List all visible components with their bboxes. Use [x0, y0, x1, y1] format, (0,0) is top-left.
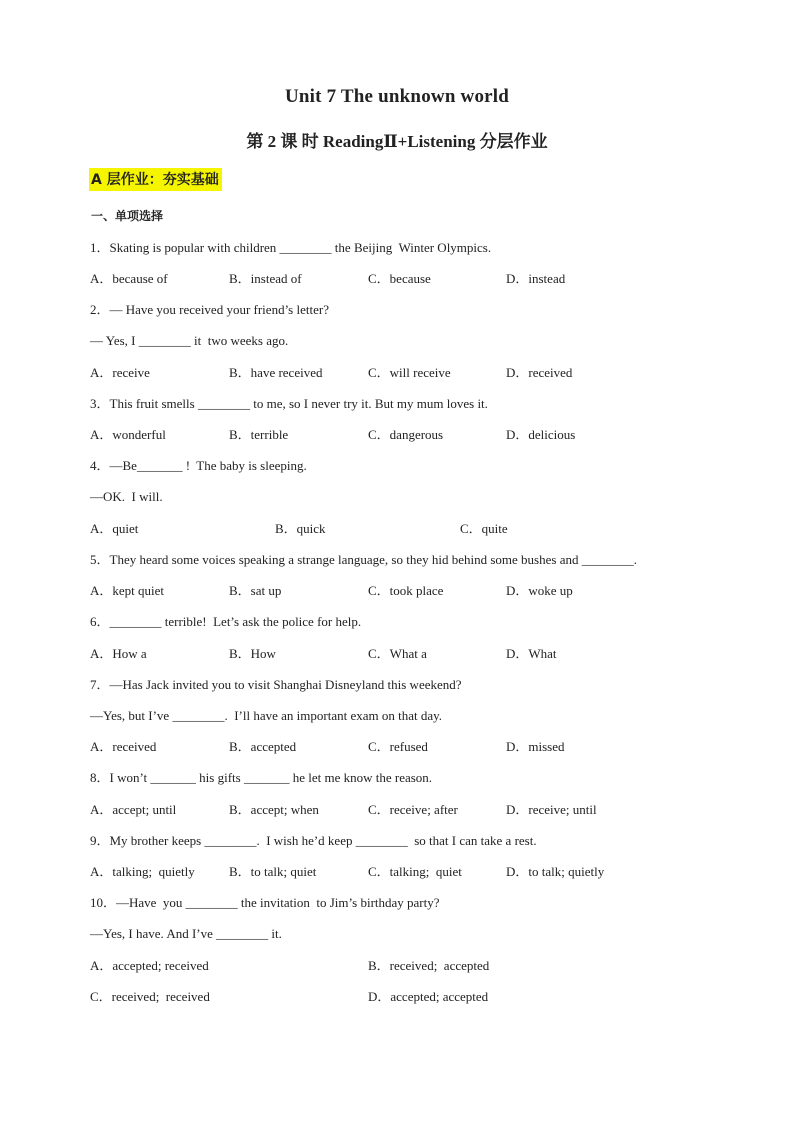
- option-c: C．talking; quiet: [368, 864, 462, 879]
- option-a: A．How a: [90, 646, 147, 661]
- option-d: D．missed: [506, 739, 565, 754]
- option-b: B．to talk; quiet: [229, 864, 317, 879]
- option-a: A．accept; until: [90, 802, 177, 817]
- option-c: C．What a: [368, 646, 427, 661]
- option-d: D．delicious: [506, 427, 576, 442]
- option-d: D．woke up: [506, 583, 573, 598]
- option-a: A．talking; quietly: [90, 864, 195, 879]
- option-c: C．refused: [368, 739, 428, 754]
- option-b: B．instead of: [229, 271, 302, 286]
- question-stem: — Yes, I ________ it two weeks ago.: [90, 333, 289, 348]
- question-stem: 1．Skating is popular with children ________ the Beijing Winter Olympics.: [90, 240, 492, 255]
- option-d: D．receive; until: [506, 802, 597, 817]
- question-stem: 8．I won’t _______ his gifts _______ he let me know the reason.: [90, 770, 433, 785]
- lesson-subtitle: 第 2 课 时 ReadingⅡ+Listening 分层作业: [246, 132, 548, 151]
- question-stem: 6．________ terrible! Let’s ask the police for help.: [90, 614, 362, 629]
- question-stem: —Yes, I have. And I’ve ________ it.: [90, 926, 282, 941]
- option-c: C．quite: [460, 521, 508, 536]
- option-a: A．accepted; received: [90, 958, 209, 973]
- option-c: C．because: [368, 271, 431, 286]
- section-heading: 一、单项选择: [91, 209, 164, 223]
- option-a: A．kept quiet: [90, 583, 165, 598]
- page-title: Unit 7 The unknown world: [284, 86, 510, 107]
- question-stem: 2．— Have you received your friend’s letter?: [90, 302, 329, 317]
- option-d: D．accepted; accepted: [368, 989, 489, 1004]
- question-stem: 10．—Have you ________ the invitation to Jim’s birthday party?: [90, 895, 440, 910]
- option-c: C．received; received: [90, 989, 210, 1004]
- option-b: B．received; accepted: [368, 958, 490, 973]
- option-d: D．instead: [506, 271, 566, 286]
- option-b: B．accept; when: [229, 802, 319, 817]
- option-a: A．receive: [90, 365, 150, 380]
- option-d: D．to talk; quietly: [506, 864, 605, 879]
- question-stem: 9．My brother keeps ________. I wish he’d keep ________ so that I can take a rest.: [90, 833, 537, 848]
- option-b: B．terrible: [229, 427, 289, 442]
- option-a: A．wonderful: [90, 427, 166, 442]
- option-c: C．will receive: [368, 365, 451, 380]
- question-stem: 3．This fruit smells ________ to me, so I never try it. But my mum loves it.: [90, 396, 488, 411]
- option-c: C．receive; after: [368, 802, 458, 817]
- question-stem: 5．They heard some voices speaking a strange language, so they hid behind some bushes and ________.: [90, 552, 637, 567]
- option-b: B．sat up: [229, 583, 282, 598]
- option-b: B．quick: [275, 521, 326, 536]
- question-stem: —OK. I will.: [90, 489, 163, 504]
- option-d: D．What: [506, 646, 557, 661]
- option-b: B．How: [229, 646, 276, 661]
- question-stem: —Yes, but I’ve ________. I’ll have an important exam on that day.: [90, 708, 443, 723]
- option-c: C．dangerous: [368, 427, 444, 442]
- section-badge: A 层作业：夯实基础: [89, 168, 222, 191]
- option-d: D．received: [506, 365, 573, 380]
- option-a: A．because of: [90, 271, 168, 286]
- question-stem: 4．—Be_______ ! The baby is sleeping.: [90, 458, 307, 473]
- option-b: B．have received: [229, 365, 323, 380]
- option-a: A．quiet: [90, 521, 139, 536]
- option-a: A．received: [90, 739, 157, 754]
- option-b: B．accepted: [229, 739, 297, 754]
- option-c: C．took place: [368, 583, 444, 598]
- question-stem: 7．—Has Jack invited you to visit Shanghai Disneyland this weekend?: [90, 677, 462, 692]
